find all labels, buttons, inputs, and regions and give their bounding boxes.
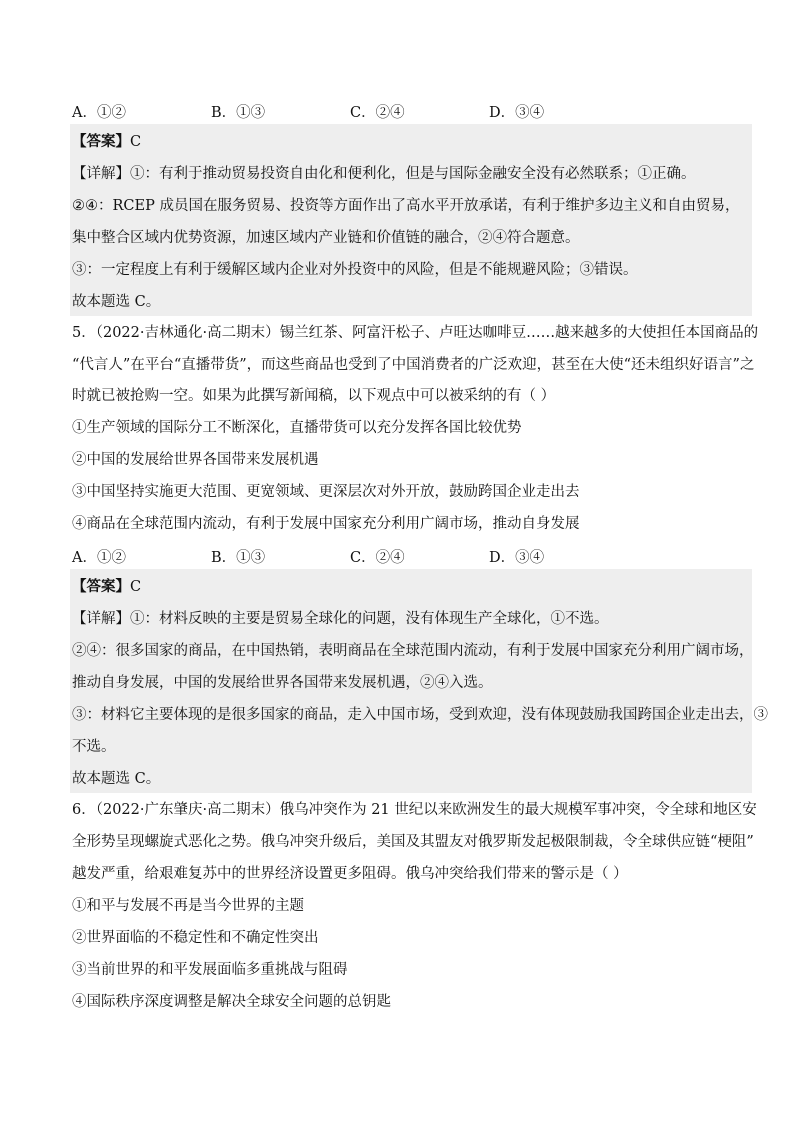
q4-explain-line: ②④：RCEP 成员国在服务贸易、投资等方面作出了高水平开放承诺，有利于维护多边主义和自由贸易， (72, 198, 740, 214)
q4-option-d: D．③④ (489, 105, 545, 121)
q5-item: ④商品在全球范围内流动，有利于发展中国家充分利用广阔市场，推动自身发展 (72, 516, 580, 532)
q4-explain-line: 故本题选 C。 (72, 294, 161, 310)
q5-item: ③中国坚持实施更大范围、更宽领域、更深层次对外开放，鼓励跨国企业走出去 (72, 484, 580, 500)
q4-answer: 【答案】C (72, 133, 142, 150)
q5-explain-line: 不选。 (72, 739, 116, 755)
q5-options (72, 546, 672, 566)
q4-explain-line: ③：一定程度上有利于缓解区域内企业对外投资中的风险，但是不能规避风险；③错误。 (72, 262, 638, 278)
q6-item: ③当前世界的和平发展面临多重挑战与阻碍 (72, 962, 348, 978)
q4-option-a: A．①② (72, 105, 126, 121)
q5-option-d: D．③④ (489, 550, 545, 566)
q5-explain-line: 【详解】①：材料反映的主要是贸易全球化的问题，没有体现生产全球化，①不选。 (72, 611, 609, 627)
q5-option-a: A．①② (72, 550, 126, 566)
q5-explain-line: ②④：很多国家的商品，在中国热销，表明商品在全球范围内流动，有利于发展中国家充分利用广阔市场， (72, 643, 754, 659)
q5-explain-line: 故本题选 C。 (72, 771, 161, 787)
q4-explain-line: 集中整合区域内优势资源，加速区域内产业链和价值链的融合，②④符合题意。 (72, 230, 580, 246)
q5-stem-line: “代言人”在平台“直播带货”，而这些商品也受到了中国消费者的广泛欢迎，甚至在大使“还未组织好语言”之 (72, 357, 755, 373)
q6-stem-line: 6．（2022·广东肇庆·高二期末）俄乌冲突作为 21 世纪以来欧洲发生的最大规模军事冲突，令全球和地区安 (72, 802, 757, 818)
q6-stem-line: 全形势呈现螺旋式恶化之势。俄乌冲突升级后，美国及其盟友对俄罗斯发起极限制裁，令全球供应链“梗阻” (72, 834, 754, 850)
q5-item: ②中国的发展给世界各国带来发展机遇 (72, 452, 319, 468)
q5-answer: 【答案】C (72, 578, 142, 595)
q6-item: ②世界面临的不稳定性和不确定性突出 (72, 930, 319, 946)
q4-option-b: B．①③ (211, 105, 266, 121)
q5-stem-line: 5．（2022·吉林通化·高二期末）锡兰红茶、阿富汗松子、卢旺达咖啡豆……越来越多的大使担任本国商品的 (72, 325, 759, 341)
q6-stem-line: 越发严重，给艰难复苏中的世界经济设置更多阻碍。俄乌冲突给我们带来的警示是（ ） (72, 866, 628, 882)
q5-option-b: B．①③ (211, 550, 266, 566)
q4-option-c: C．②④ (350, 105, 405, 121)
q6-item: ④国际秩序深度调整是解决全球安全问题的总钥匙 (72, 994, 391, 1010)
q5-explain-line: 推动自身发展，中国的发展给世界各国带来发展机遇，②④入选。 (72, 675, 493, 691)
q5-item: ①生产领域的国际分工不断深化，直播带货可以充分发挥各国比较优势 (72, 420, 522, 436)
q5-explain-line: ③：材料它主要体现的是很多国家的商品，走入中国市场，受到欢迎，没有体现鼓励我国跨国企业走出去，③ (72, 707, 768, 723)
q6-item: ①和平与发展不再是当今世界的主题 (72, 898, 304, 914)
q4-explain-line: 【详解】①：有利于推动贸易投资自由化和便利化，但是与国际金融安全没有必然联系；①正确。 (72, 166, 696, 182)
q5-option-c: C．②④ (350, 550, 405, 566)
q5-stem-line: 时就已被抢购一空。如果为此撰写新闻稿，以下观点中可以被采纳的有（ ） (72, 388, 556, 404)
q4-options (72, 101, 672, 121)
q4-answer-block (70, 124, 752, 316)
